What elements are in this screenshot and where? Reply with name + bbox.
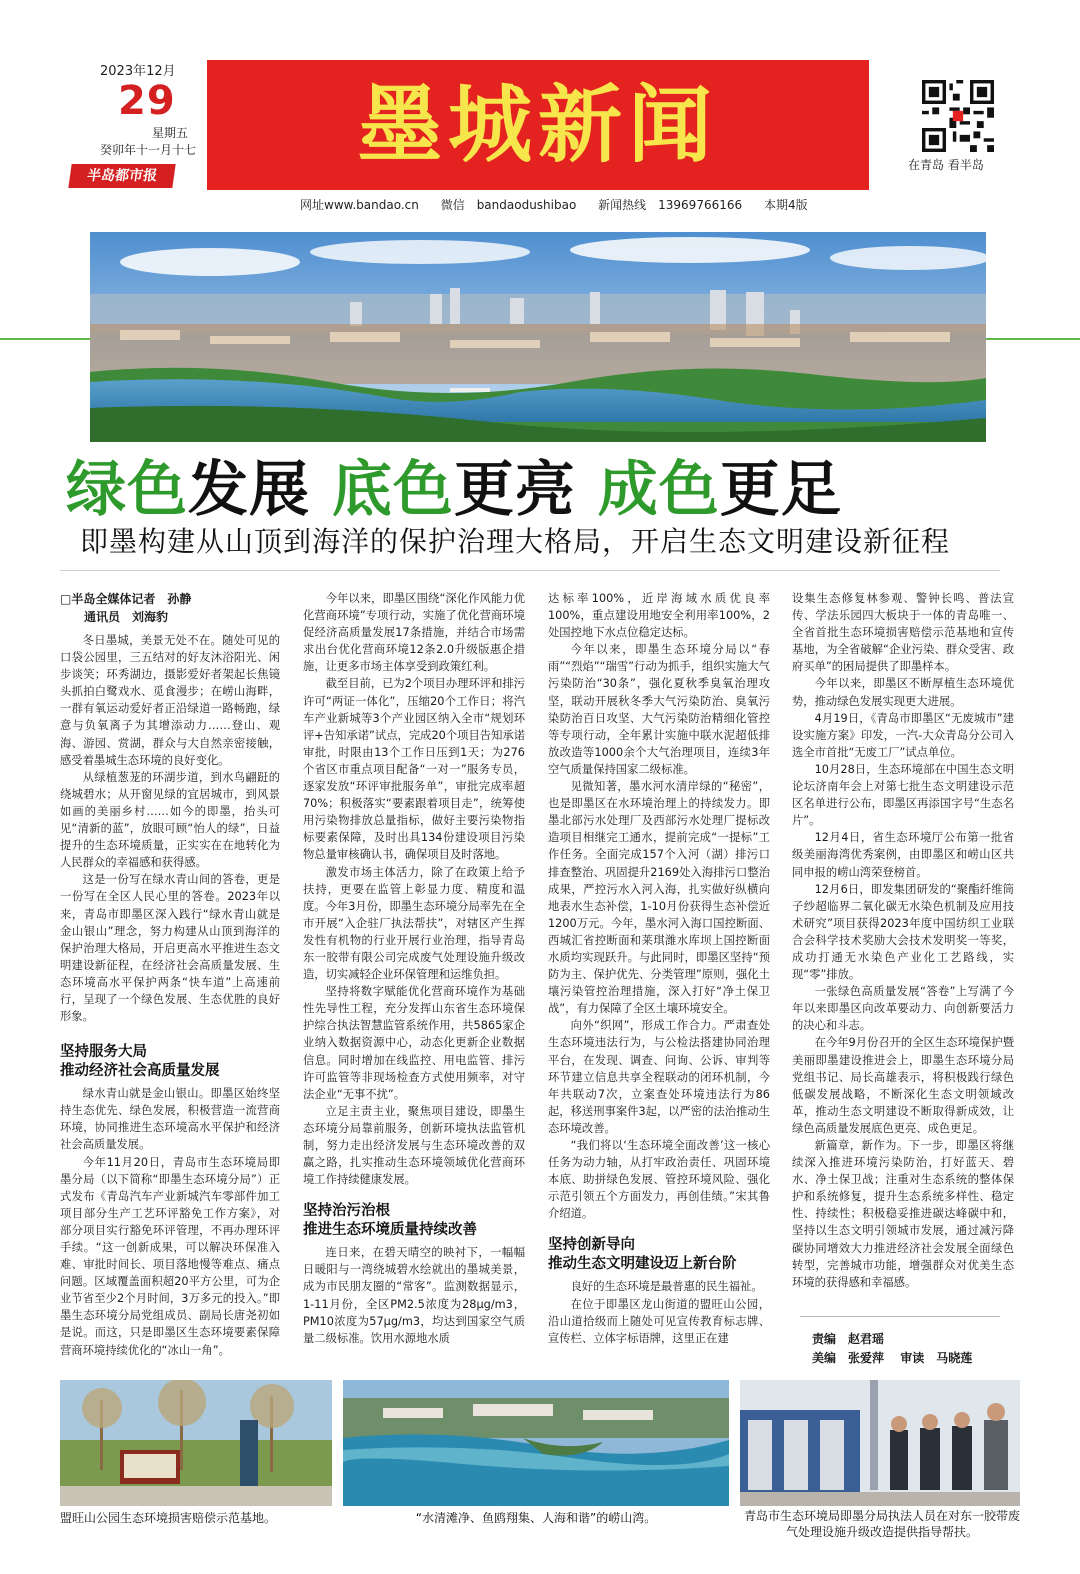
park-signboard-photo xyxy=(60,1380,332,1506)
decor-green-line-left xyxy=(0,338,90,340)
qr-caption: 在青岛 看半岛 xyxy=(908,158,984,172)
paragraph: 今年11月20日，青岛市生态环境局即墨分局（以下简称“即墨生态环境分局”）正式发布《青岛汽车产业新城汽车零部件加工项目部分生产工艺环评豁免工作方案》，对部分项目实行豁免环评管理，不再办理环评手续。“这一创新成果，可以解决环保准入难、审批时间长、项目落地慢等难点、痛点问题。区域覆盖面积超20平方公里，可为企业节省至少2个月时间，3万多元的投入。”即墨生态环境分局党组成员、副局长唐尧初如是说。而这，只是即墨区生态环境要素保障营商环境持续优化的“冰山一角”。 xyxy=(60,1155,280,1357)
divider xyxy=(60,570,1000,571)
paragraph: 今年以来，即墨生态环境分局以“春雨”“烈焰”“瑞雪”行动为抓手，组织实施大气污染防治“30条”，强化夏秋季臭氧治理攻坚，联动开展秋冬季大气污染防治、臭氧污染防治百日攻坚、大气污染防治精细化管控等专项行动，全年累计实施中联水泥超低排放改造等1000余个大气治理项目，连续3年空气质量保持国家二级标准。 xyxy=(548,643,770,776)
paragraph: 良好的生态环境是最普惠的民生福祉。 xyxy=(570,1280,763,1294)
city-skyline-photo xyxy=(90,232,986,442)
section-title-2: 坚持治污治根 推进生态环境质量持续改善 xyxy=(303,1203,477,1239)
paragraph: 坚持将数字赋能优化营商环境作为基础性先导性工程，充分发挥山东省生态环境保护综合执法智慧监管系统作用，共5865家企业纳入数据资源中心，动态化更新企业数据信息。同时增加在线监控、用电监管、排污许可监管等非现场检查方式使用频率，对守法企业“无事不扰”。 xyxy=(303,985,525,1101)
paragraph: 绿水青山就是金山银山。即墨区始终坚持生态优先、绿色发展，积极营造一流营商环境，协同推进生态环境高水平保护和经济社会高质量发展。 xyxy=(60,1087,280,1152)
paragraph: 从绿植葱茏的环湖步道，到水鸟翩跹的绕城碧水；从开窗见绿的宜居城市，到风景如画的美丽乡村……如今的即墨，抬头可见“清新的蓝”，放眼可顾“怡人的绿”，日益提升的生态环境质量，正实实在在地转化为人民群众的幸福感和获得感。 xyxy=(60,770,280,870)
article-column-4 xyxy=(792,590,1014,1291)
paragraph: 截至目前，已为2个项目办理环评和排污许可“两证一体化”，压缩20个工作日；将汽车产业新城等3个产业园区纳入全市“规划环评+告知承诺”试点，完成20个项目告知承诺审批，时限由13个工作日压到1天；为276个省区市重点项目配备“一对一”服务专员，逐家发放“环评审批服务单”，审批完成率超70%；积极落实“要素跟着项目走”，统筹使用污染物排放总量指标，做好主要污染物指标要素保障，及时出具134份建设项目污染物总量审核确认书，确保项目及时落地。 xyxy=(303,677,525,862)
headline-green-1: 绿色 xyxy=(66,455,188,525)
headline-black-2: 更亮 xyxy=(453,455,576,525)
paragraph: 立足主责主业，聚焦项目建设，即墨生态环境分局靠前服务，创新环境执法监管机制，努力走出经济发展与生态环境改善的双赢之路，扎实推动生态环境领域优化营商环境工作持续健康发展。 xyxy=(303,1104,525,1187)
photo-caption: 青岛市生态环境局即墨分局执法人员在对东一胶带废气处理设施升级改造提供指导帮扶。 xyxy=(743,1509,1020,1539)
paragraph: 连日来，在碧天晴空的映衬下，一幅幅日暖阳与一湾绕城碧水绘就出的墨城美景，成为市民朋友圈的“常客”。监测数据显示，1-11月份，全区PM2.5浓度为28μg/m3，PM10浓度为57μg/m3，均达到国家空气质量二级标准。饮用水源地水质 xyxy=(303,1246,525,1345)
paragraph: 见微知著，墨水河水清岸绿的“秘密”，也是即墨区在水环境治理上的持续发力。即墨北部污水处理厂及西部污水处理厂提标改造项目相继完工通水，提前完成“一提标”工作任务。全面完成157个入河（湖）排污口排查整治、巩固提升2169处入海排污口整治成果，严控污水入河入海，扎实做好纵横向地表水生态补偿，1-10月份获得生态补偿近1200万元。今年，墨水河入海口国控断面、西城汇省控断面和莱琪潍水库坝上国控断面水质均实现跃升。与此同时，即墨区坚持“预防为主、保护优先、分类管理”原则，强化土壤污染管控治理措施，深入打好“净土保卫战”，有力保障了全区土壤环境安全。 xyxy=(548,780,770,1016)
inspection-photo xyxy=(740,1380,1020,1506)
newspaper-brand-logo: 半岛都市报 xyxy=(68,164,175,188)
masthead-title: 墨城新闻 xyxy=(357,75,718,174)
paragraph: “我们将以‘生态环境全面改善’这一核心任务为动力轴，从打牢政治责任、巩固环境本底、助拼绿色发展、管控环境风险、强化示范引领五个方面发力，再创佳绩。”宋其鲁介绍道。 xyxy=(548,1139,770,1221)
issue-lunar-date: 癸卯年十一月十七 xyxy=(100,143,197,157)
article-column-1 xyxy=(60,590,280,1359)
paragraph: 向外“织网”，形成工作合力。严肃查处生态环境违法行为，与公检法搭建协同治理平台，在发现、调查、问询、公诉、审判等环节建立信息共享全程联动的闭环机制，今年共联动7次，立案查处环境违法行为86起，移送刑事案件3起，以严密的法治推动生态环境改善。 xyxy=(548,1019,770,1135)
paragraph: 达标率100%，近岸海域水质优良率100%，重点建设用地安全利用率100%，2处国控地下水点位稳定达标。 xyxy=(548,592,770,640)
byline xyxy=(60,590,280,626)
photo-caption: “水清滩净、鱼鸥翔集、人海和谐”的崂山湾。 xyxy=(415,1511,657,1525)
paragraph: 在位于即墨区龙山街道的盟旺山公园，沿山道拾级而上随处可见宣传教育标志牌、宣传栏、立体字标语牌，这里正在建 xyxy=(548,1297,770,1345)
decor-green-line-right xyxy=(986,338,1080,340)
main-headline xyxy=(66,442,842,528)
issue-year-month: 2023年12月 xyxy=(100,64,176,79)
hotline-text: 新闻热线 13969766166 xyxy=(598,198,743,212)
headline-black-3: 更足 xyxy=(719,455,842,525)
editor-credits xyxy=(812,1330,984,1368)
headline-green-2: 底色 xyxy=(331,455,454,525)
qr-code-icon[interactable] xyxy=(922,80,994,152)
photo-caption: 盟旺山公园生态环境损害赔偿示范基地。 xyxy=(60,1511,277,1525)
paragraph: 激发市场主体活力，除了在政策上给予扶持，更要在监管上彰显力度、精度和温度。今年3月份，即墨生态环境分局率先在全市开展“入企驻厂执法帮扶”，对辖区产生挥发性有机物的行业开展行业治理，指导青岛东一胶带有限公司完成废气处理设施升级改造，切实减轻企业环保管理和运维负担。 xyxy=(303,865,525,982)
section-title-3: 坚持创新导向 推动生态文明建设迈上新台阶 xyxy=(548,1237,737,1273)
bay-aerial-photo xyxy=(343,1380,729,1506)
masthead-info-bar xyxy=(300,196,826,213)
article-column-2 xyxy=(303,590,525,1347)
issue-day: 29 xyxy=(118,78,176,124)
section-title-1: 坚持服务大局 推动经济社会高质量发展 xyxy=(60,1044,220,1080)
byline-correspondent: 通讯员 刘海豹 xyxy=(84,610,169,624)
credit-editor: 责编 赵君瑶 xyxy=(812,1332,885,1346)
paragraph: 设集生态修复林参观、警钟长鸣、普法宣传、学法乐园四大板块于一体的青岛唯一、全省首批生态环境损害赔偿示范基地和宣传基地，为全省破解“企业污染、群众受害、政府买单”的困局提供了即墨样本。 xyxy=(792,592,1014,674)
paragraph: 今年以来，即墨区围绕“深化作风能力优化营商环境”专项行动，实施了优化营商环境促经济高质量发展17条措施，并结合市场需求出台优化营商环境12条2.0升级版惠企措施，让更多市场主体享受到政策红利。 xyxy=(303,592,525,674)
credit-art: 美编 张爱萍 xyxy=(812,1351,885,1365)
credit-reviewer: 审读 马晓莲 xyxy=(900,1351,973,1365)
wechat-text: 微信 bandaodushibao xyxy=(440,198,577,212)
divider xyxy=(800,1316,1000,1317)
paragraph: 10月28日，生态环境部在中国生态文明论坛济南年会上对第七批生态文明建设示范区名单进行公布，即墨区再添国字号“生态名片”。 xyxy=(792,762,1014,828)
paragraph: 12月4日，省生态环境厅公布第一批省级美丽海湾优秀案例，由即墨区和崂山区共同申报的崂山湾荣登榜首。 xyxy=(792,831,1014,879)
paragraph: 12月6日，即发集团研发的“聚酯纤维筒子纱超临界二氧化碳无水染色机制及应用技术研究”项目获得2023年度中国纺织工业联合会科学技术奖励大会技术发明奖一等奖，成功打通无水染色产业化工艺路线，实现“零”排放。 xyxy=(792,882,1014,982)
paragraph: 这是一份写在绿水青山间的答卷，更是一份写在全区人民心里的答卷。2023年以来，青岛市即墨区深入践行“绿水青山就是金山银山”理念，努力构建从山顶到海洋的保护治理大格局，开启更高水平推进生态文明建设新征程，在经济社会高质量发展、生态环境高水平保护两条“快车道”上高速前行，呈现了一个绿色发展、生态优胜的良好形象。 xyxy=(60,873,280,1024)
headline-black-1: 发展 xyxy=(188,455,310,525)
paragraph: 新篇章，新作为。下一步，即墨区将继续深入推进环境污染防治，打好蓝天、碧水、净土保卫战；注重对生态系统的整体保护和系统修复，提升生态系统多样性、稳定性、持续性；积极稳妥推进碳达峰碳中和，坚持以生态文明引领城市发展，通过减污降碳协同增效大力推进经济社会发展全面绿色转型，完善城市功能，增强群众对优美生态环境的获得感和幸福感。 xyxy=(792,1139,1014,1289)
article-column-3 xyxy=(548,590,770,1347)
paragraph: 4月19日，《青岛市即墨区“无废城市”建设实施方案》印发，一汽-大众青岛分公司入选全市首批“无废工厂”试点单位。 xyxy=(792,711,1014,759)
paragraph: 在今年9月份召开的全区生态环境保护暨美丽即墨建设推进会上，即墨生态环境分局党组书记、局长高雄表示，将积极践行绿色低碳发展战略，不断深化生态文明领域改革，推动生态文明建设不断取得新成效，让绿色高质量发展底色更亮、成色更足。 xyxy=(792,1036,1014,1135)
byline-reporter: □半岛全媒体记者 孙静 xyxy=(60,592,192,606)
page-count-text: 本期4版 xyxy=(763,198,808,212)
issue-weekday: 星期五 xyxy=(152,126,189,140)
paragraph: 今年以来，即墨区不断厚植生态环境优势，推动绿色发展实现更大进展。 xyxy=(792,677,1014,708)
paragraph: 冬日墨城，美景无处不在。随处可见的口袋公园里，三五结对的好友沐浴阳光、闲步谈笑；环秀湖边，摄影爱好者架起长焦镜头抓拍白鹭戏水、觅食漫步；在崂山海畔，一群有氧运动爱好者正沿绿道一路畅跑，绿意与负氧离子为其增添动力……登山、观海、游园、赏湖，群众与大自然亲密接触，感受着墨城生态环境的良好变化。 xyxy=(60,634,280,767)
headline-green-3: 成色 xyxy=(597,455,720,525)
paragraph: 一张绿色高质量发展“答卷”上写满了今年以来即墨区向改革要动力、向创新要活力的决心和斗志。 xyxy=(792,985,1014,1033)
sub-headline: 即墨构建从山顶到海洋的保护治理大格局，开启生态文明建设新征程 xyxy=(80,525,951,558)
website-text: 网址www.bandao.cn xyxy=(300,198,419,212)
